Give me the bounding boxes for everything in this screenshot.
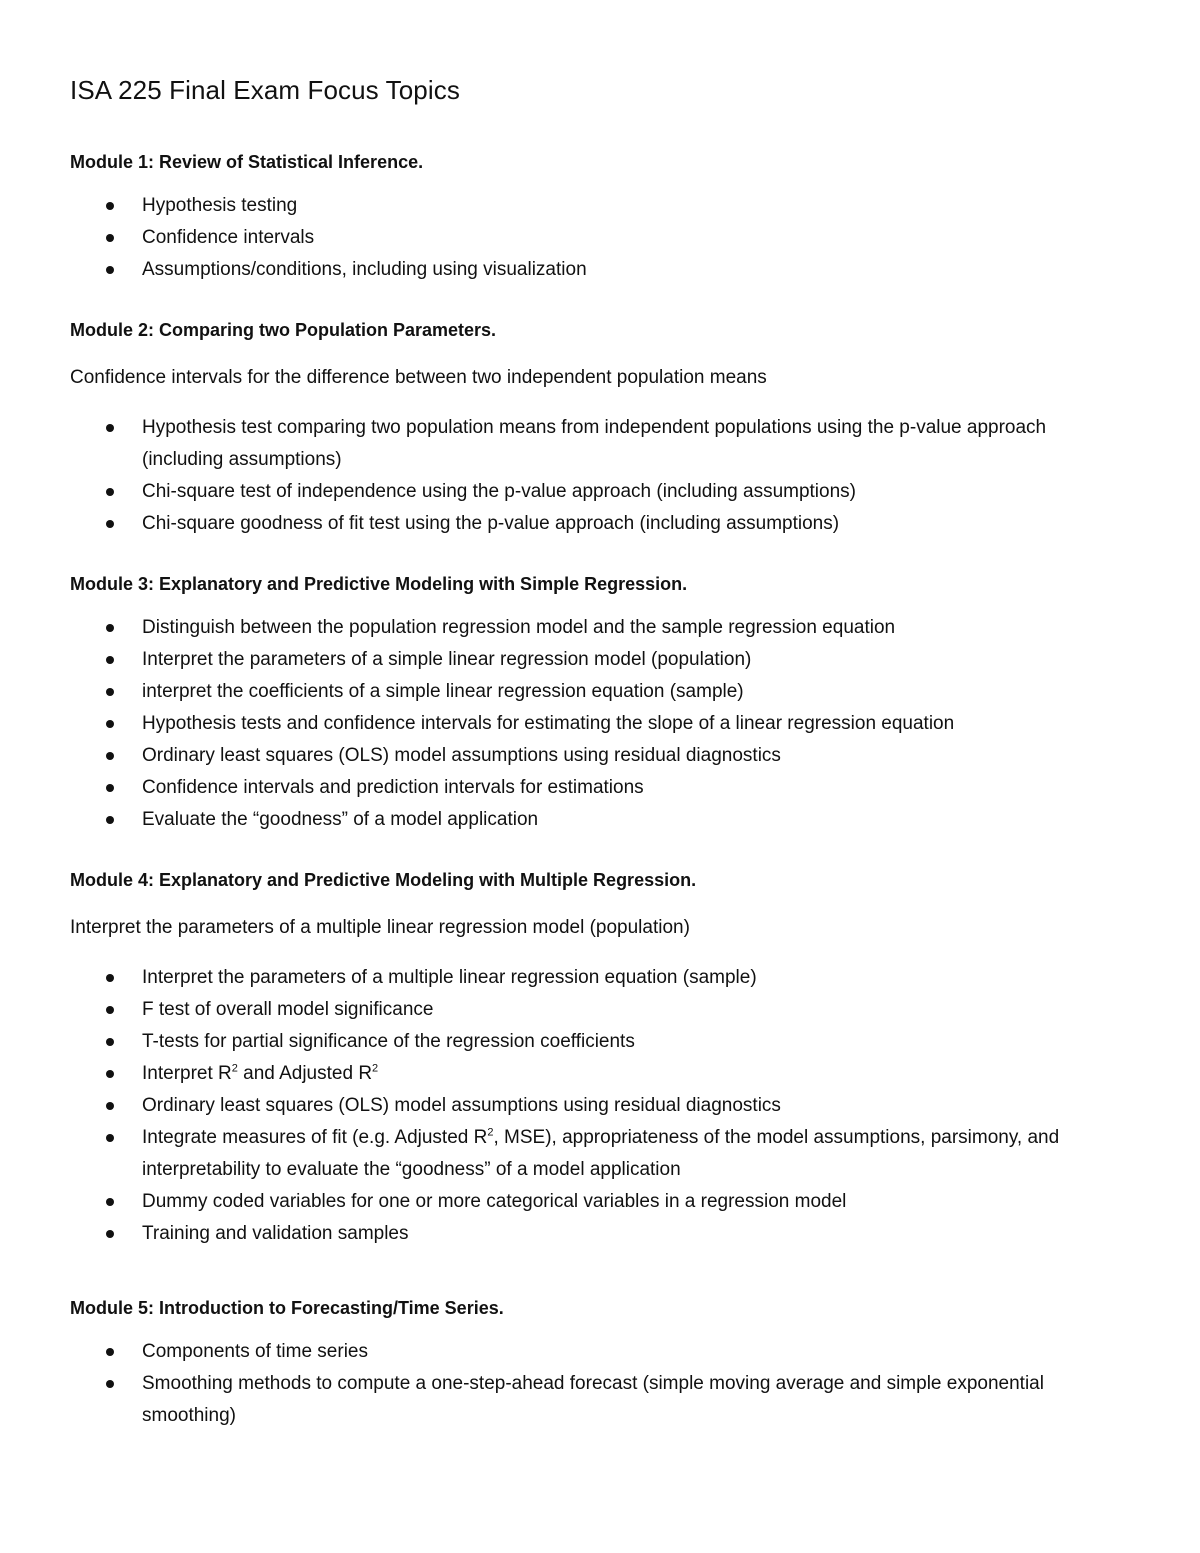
page-title: ISA 225 Final Exam Focus Topics — [70, 75, 460, 105]
bullet-icon — [106, 1070, 114, 1078]
module-4-section — [70, 866, 1130, 1250]
bullet-icon — [106, 784, 114, 792]
list-item: Confidence intervals and prediction intervals for estimations — [70, 772, 1130, 804]
list-item: Confidence intervals — [70, 222, 1130, 254]
module-3-list — [70, 612, 1130, 836]
list-item: Distinguish between the population regression model and the sample regression equation — [70, 612, 1130, 644]
module-2-list — [70, 412, 1130, 540]
module-4-intro: Interpret the parameters of a multiple linear regression model (population) — [70, 917, 690, 938]
bullet-icon — [106, 1102, 114, 1110]
list-item: Interpret the parameters of a multiple linear regression equation (sample) — [70, 962, 1130, 994]
list-item: Dummy coded variables for one or more categorical variables in a regression model — [70, 1186, 1130, 1218]
list-item: Integrate measures of fit (e.g. Adjusted $R^2$, MSE), appropriateness of the model assumptions, parsimony, and interpretability to evaluate the “goodness” of a model application — [70, 1122, 1130, 1186]
module-2-section — [70, 316, 1130, 540]
module-4-heading: Module 4: Explanatory and Predictive Modeling with Multiple Regression. — [70, 870, 697, 890]
document-page — [70, 70, 1130, 1432]
module-1-list — [70, 190, 1130, 286]
bullet-icon — [106, 816, 114, 824]
list-item: interpret the coefficients of a simple linear regression equation (sample) — [70, 676, 1130, 708]
list-item: Chi-square test of independence using the p-value approach (including assumptions) — [70, 476, 1130, 508]
list-item: Components of time series — [70, 1336, 1130, 1368]
bullet-icon — [106, 688, 114, 696]
list-item: Ordinary least squares (OLS) model assumptions using residual diagnostics — [70, 740, 1130, 772]
module-3-heading: Module 3: Explanatory and Predictive Modeling with Simple Regression. — [70, 574, 688, 594]
list-item: Hypothesis test comparing two population means from independent populations using the p-value approach (including assumptions) — [70, 412, 1130, 476]
bullet-icon — [106, 1198, 114, 1206]
bullet-icon — [106, 720, 114, 728]
list-item: Interpret the parameters of a simple linear regression model (population) — [70, 644, 1130, 676]
list-item: Training and validation samples — [70, 1218, 1130, 1250]
bullet-icon — [106, 1134, 114, 1142]
module-2-heading: Module 2: Comparing two Population Parameters. — [70, 320, 497, 340]
list-item: Chi-square goodness of fit test using the p-value approach (including assumptions) — [70, 508, 1130, 540]
bullet-icon — [106, 1380, 114, 1388]
module-1-heading: Module 1: Review of Statistical Inference. — [70, 152, 424, 172]
bullet-icon — [106, 202, 114, 210]
list-item: Assumptions/conditions, including using visualization — [70, 254, 1130, 286]
bullet-icon — [106, 974, 114, 982]
list-item: Interpret $R^2$ and Adjusted $R^2$ — [70, 1058, 1130, 1090]
module-5-heading: Module 5: Introduction to Forecasting/Time Series. — [70, 1298, 504, 1318]
bullet-icon — [106, 266, 114, 274]
list-item: Evaluate the “goodness” of a model application — [70, 804, 1130, 836]
bullet-icon — [106, 656, 114, 664]
bullet-icon — [106, 752, 114, 760]
list-item: Smoothing methods to compute a one-step-ahead forecast (simple moving average and simple exponential smoothing) — [70, 1368, 1130, 1432]
bullet-icon — [106, 1230, 114, 1238]
module-4-list — [70, 962, 1130, 1250]
bullet-icon — [106, 624, 114, 632]
bullet-icon — [106, 520, 114, 528]
bullet-icon — [106, 424, 114, 432]
list-item: F test of overall model significance — [70, 994, 1130, 1026]
module-3-section — [70, 570, 1130, 836]
module-2-intro: Confidence intervals for the difference between two independent population means — [70, 367, 767, 388]
list-item: Hypothesis tests and confidence intervals for estimating the slope of a linear regression equation — [70, 708, 1130, 740]
module-5-list — [70, 1336, 1130, 1432]
list-item: T-tests for partial significance of the regression coefficients — [70, 1026, 1130, 1058]
list-item: Hypothesis testing — [70, 190, 1130, 222]
list-item: Ordinary least squares (OLS) model assumptions using residual diagnostics — [70, 1090, 1130, 1122]
bullet-icon — [106, 1006, 114, 1014]
bullet-icon — [106, 488, 114, 496]
bullet-icon — [106, 1348, 114, 1356]
bullet-icon — [106, 1038, 114, 1046]
bullet-icon — [106, 234, 114, 242]
module-1-section — [70, 148, 1130, 286]
module-5-section — [70, 1294, 1130, 1432]
